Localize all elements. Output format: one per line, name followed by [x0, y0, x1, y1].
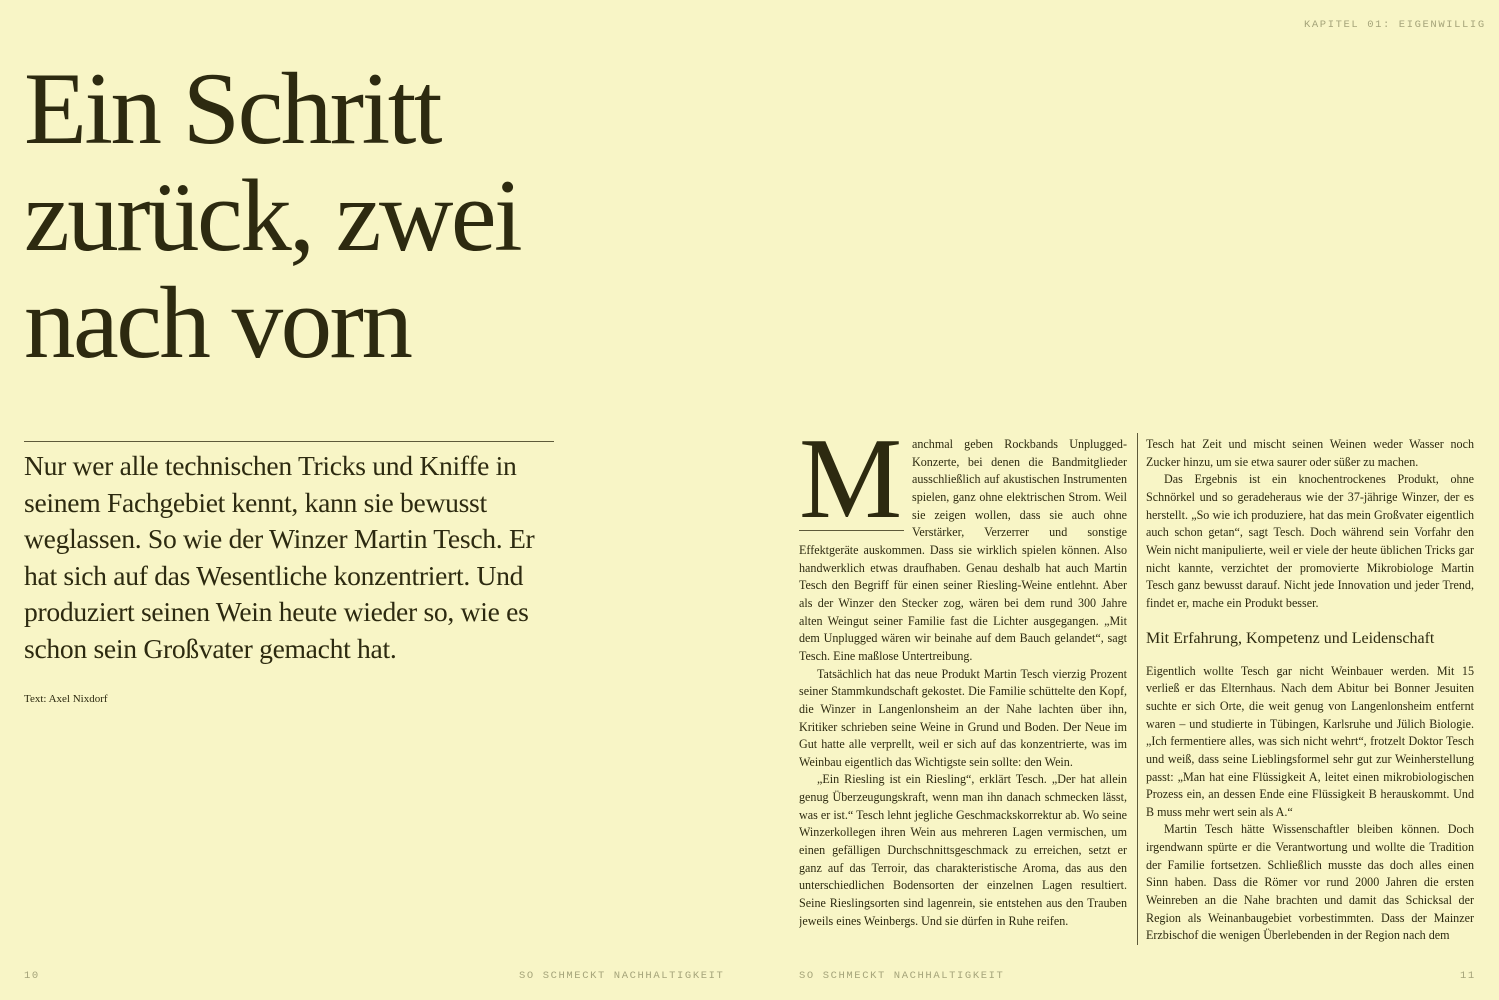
running-title-left: SO SCHMECKT NACHHALTIGKEIT — [519, 970, 725, 982]
article-paragraph: Martin Tesch hätte Wissenschaftler bleiben können. Doch irgendwann spürte er die Verantwortung und wollte die Tradition der Familie fortsetzen. Schließlich musste das doch alles einen Sinn haben. Dass die Römer vor rund 2000 Jahren die ersten Weinreben an die Nahe brachten und damit das Schicksal der Region als Weinanbaugebiet vorbestimmten. Dass der Mainzer Erzbischof die wenigen Überlebenden in der Region nach dem — [1146, 822, 1474, 943]
drop-cap — [799, 436, 904, 543]
headline-line-1: Ein Schritt — [24, 52, 440, 166]
section-subheading: Mit Erfahrung, Kompetenz und Leidenschaft — [1146, 629, 1435, 647]
chapter-label: KAPITEL 01: EIGENWILLIG — [1304, 19, 1486, 31]
article-column-2 — [1146, 436, 1474, 948]
author-credit: Text: Axel Nixdorf — [24, 693, 108, 705]
running-title-right: SO SCHMECKT NACHHALTIGKEIT — [799, 970, 1005, 982]
page-number-right: 11 — [1460, 970, 1476, 982]
article-paragraph: Tesch hat Zeit und mischt seinen Weinen weder Wasser noch Zucker hinzu, um sie etwa saurer oder süßer zu machen. — [1146, 437, 1474, 469]
headline — [24, 52, 644, 380]
headline-line-2: zurück, zwei — [24, 159, 521, 273]
article-paragraph: Eigentlich wollte Tesch gar nicht Weinbauer werden. Mit 15 verließ er das Elternhaus. Nach dem Abitur bei Bonner Jesuiten suchte er sich Orte, die weit genug von Langenlonsheim entfernt waren – und studierte in Tübingen, Karlsruhe und Jülich Biologie. „Ich fermentiere alles, was sich nicht wehrt“, frotzelt Doktor Tesch und weiß, dass seine Lieblingsformel sehr gut zur Weinherstellung passt: „Man hat eine Flüssigkeit A, leitet einen mikrobiologischen Prozess ein, an dessen Ende eine Flüssigkeit B herauskommt. Und B muss mehr wert sein als A.“ — [1146, 663, 1474, 819]
lead-paragraph: Nur wer alle technischen Tricks und Kniffe in seinem Fachgebiet kennt, kann sie bewusst weglassen. So wie der Winzer Martin Tesch. Er hat sich auf das Wesentliche konzentriert. Und produziert seinen Wein heute wieder so, wie es schon sein Großvater gemacht hat. — [24, 450, 535, 664]
lead-divider — [24, 441, 554, 442]
headline-line-3: nach vorn — [24, 266, 411, 380]
article-paragraph: Das Ergebnis ist ein knochentrockenes Produkt, ohne Schnörkel und so geradeheraus wie der 37-jährige Winzer, der es herstellt. „So wie ich produziere, hat das mein Großvater eigentlich auch schon getan“, sagt Tesch. Doch während sein Vorfahr den Wein nicht manipulierte, weil er viele der heute üblichen Tricks gar nicht kannte, verzichtet der promovierte Mikrobiologe Martin Tesch ganz bewusst darauf. Nicht jede Innovation und jeder Trend, findet er, mache ein Produkt besser. — [1146, 472, 1474, 610]
article-paragraph: anchmal geben Rockbands Unplugged-Konzerte, bei denen die Bandmitglieder ausschließlich auf akustischen Instrumenten spielen, ganz ohne elektrischen Strom. Weil sie zeigen wollen, dass sie auch ohne Verstärker, Verzerrer und sonstige Effektgeräte auskommen. Dass sie wirklich spielen können. Also handwerklich etwas draufhaben. Genau deshalb hat auch Martin Tesch den Begriff für einen seiner Riesling-Weine entlehnt. Aber als der Winzer den Stecker zog, wären bei dem rund 300 Jahre alten Weingut seiner Familie fast die Lichter ausgegangen. „Mit dem Unplugged wären wir beinahe auf dem Bauch gelandet“, sagt Tesch. Eine maßlose Untertreibung. — [799, 437, 1127, 663]
article-paragraph: Tatsächlich hat das neue Produkt Martin Tesch vierzig Prozent seiner Stammkundschaft gekostet. Die Familie schüttelte den Kopf, die Winzer in Langenlonsheim an der Nahe lachten über ihn, Kritiker schrieben seine Weine in Grund und Boden. Der Neue im Gut hatte alle verprellt, weil er sich auf das konzentrierte, was im Weinbau eigentlich das Wichtigste sein sollte: den Wein. — [799, 666, 1127, 769]
column-divider — [1137, 433, 1138, 945]
article-paragraph: „Ein Riesling ist ein Riesling“, erklärt Tesch. „Der hat allein genug Überzeugungskraft, wenn man ihn danach schmecken lässt, was er ist.“ Tesch lehnt jegliche Geschmackskorrektur ab. Wo seine Winzerkollegen ihren Wein aus mehreren Lagen vermischen, um einen gefälligen Durchschnittsgeschmack zu erreichen, setzt er ganz auf das Terroir, das charakteristische Aroma, das aus den unterschiedlichen Bodensorten der einzelnen Lagen resultiert. Seine Rieslingsorten sind lagenrein, sie entstehen aus den Trauben jeweils eines Weinbergs. Und sie dürfen in Ruhe reifen. — [799, 772, 1127, 928]
drop-cap-letter: M — [799, 436, 901, 543]
page-number-left: 10 — [24, 970, 40, 982]
article-column-1 — [799, 436, 1127, 948]
